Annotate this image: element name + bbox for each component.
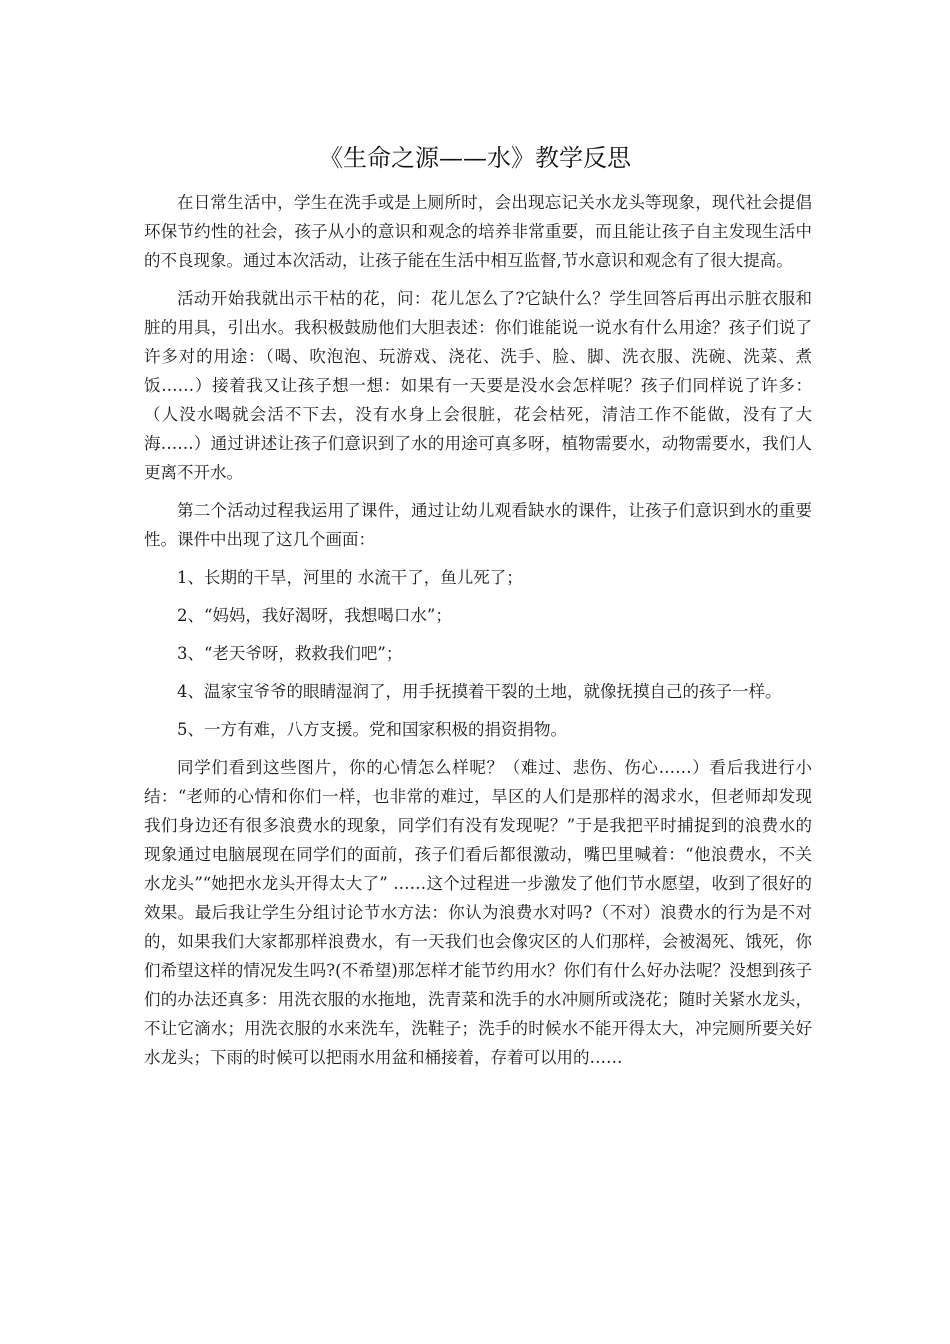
list-item-scene-4: 4、温家宝爷爷的眼睛湿润了，用手抚摸着干裂的土地，就像抚摸自己的孩子一样。 <box>177 682 782 701</box>
list-item-scene-3: 3、“老天爷呀，救救我们吧”； <box>177 644 403 663</box>
list-item-scene-5: 5、一方有难，八方支援。党和国家积极的捐资捐物。 <box>177 720 567 739</box>
document-body <box>144 188 812 1081</box>
paragraph-activity-one: 活动开始我就出示干枯的花，问：花儿怎么了?它缺什么？学生回答后再出示脏衣服和脏的用具，引出水。我积极鼓励他们大胆表述：你们谁能说一说水有什么用途？孩子们说了许多对的用途：（喝、吹泡泡、玩游戏、浇花、洗手、脸、脚、洗衣服、洗碗、洗菜、煮饭……）接着我又让孩子想一想：如果有一天要是没水会怎样呢？孩子们同样说了许多：（人没水喝就会活不下去，没有水身上会很脏，花会枯死，清洁工作不能做，没有了大海……）通过讲述让孩子们意识到了水的用途可真多呀，植物需要水，动物需要水，我们人更离不开水。 <box>144 289 812 482</box>
list-item-scene-2: 2、“妈妈，我好渴呀，我想喝口水”； <box>177 606 452 625</box>
paragraph-intro: 在日常生活中，学生在洗手或是上厕所时，会出现忘记关水龙头等现象，现代社会提倡环保节约性的社会，孩子从小的意识和观念的培养非常重要，而且能让孩子自主发现生活中的不良现象。通过本次活动，让孩子能在生活中相互监督,节水意识和观念有了很大提高。 <box>144 193 812 270</box>
document-title: 《生命之源——水》教学反思 <box>319 144 631 172</box>
paragraph-summary: 同学们看到这些图片，你的心情怎么样呢？（难过、悲伤、伤心……）看后我进行小结：“老师的心情和你们一样，也非常的难过，旱区的人们是那样的渴求水，但老师却发现我们身边还有很多浪费水的现象，同学们有没有发现呢？”于是我把平时捕捉到的浪费水的现象通过电脑展现在同学们的面前，孩子们看后都很激动，嘴巴里喊着：“他浪费水，不关水龙头”“她把水龙头开得太大了” ……这个过程进一步激发了他们节水愿望，收到了很好的效果。最后我让学生分组讨论节水方法：你认为浪费水对吗?（不对）浪费水的行为是不对的，如果我们大家都那样浪费水，有一天我们也会像灾区的人们那样，会被渴死、饿死，你们希望这样的情况发生吗?(不希望)那怎样才能节约用水？你们有什么好办法呢？没想到孩子们的办法还真多：用洗衣服的水拖地，洗青菜和洗手的水冲厕所或浇花；随时关紧水龙头，不让它滴水；用洗衣服的水来洗车，洗鞋子；洗手的时候水不能开得太大，冲完厕所要关好水龙头；下雨的时候可以把雨水用盆和桶接着，存着可以用的…… <box>144 758 812 1067</box>
paragraph-activity-two: 第二个活动过程我运用了课件，通过让幼儿观看缺水的课件，让孩子们意识到水的重要性。课件中出现了这几个画面： <box>144 501 812 549</box>
list-item-scene-1: 1、长期的干旱，河里的 水流干了，鱼儿死了； <box>177 568 523 587</box>
